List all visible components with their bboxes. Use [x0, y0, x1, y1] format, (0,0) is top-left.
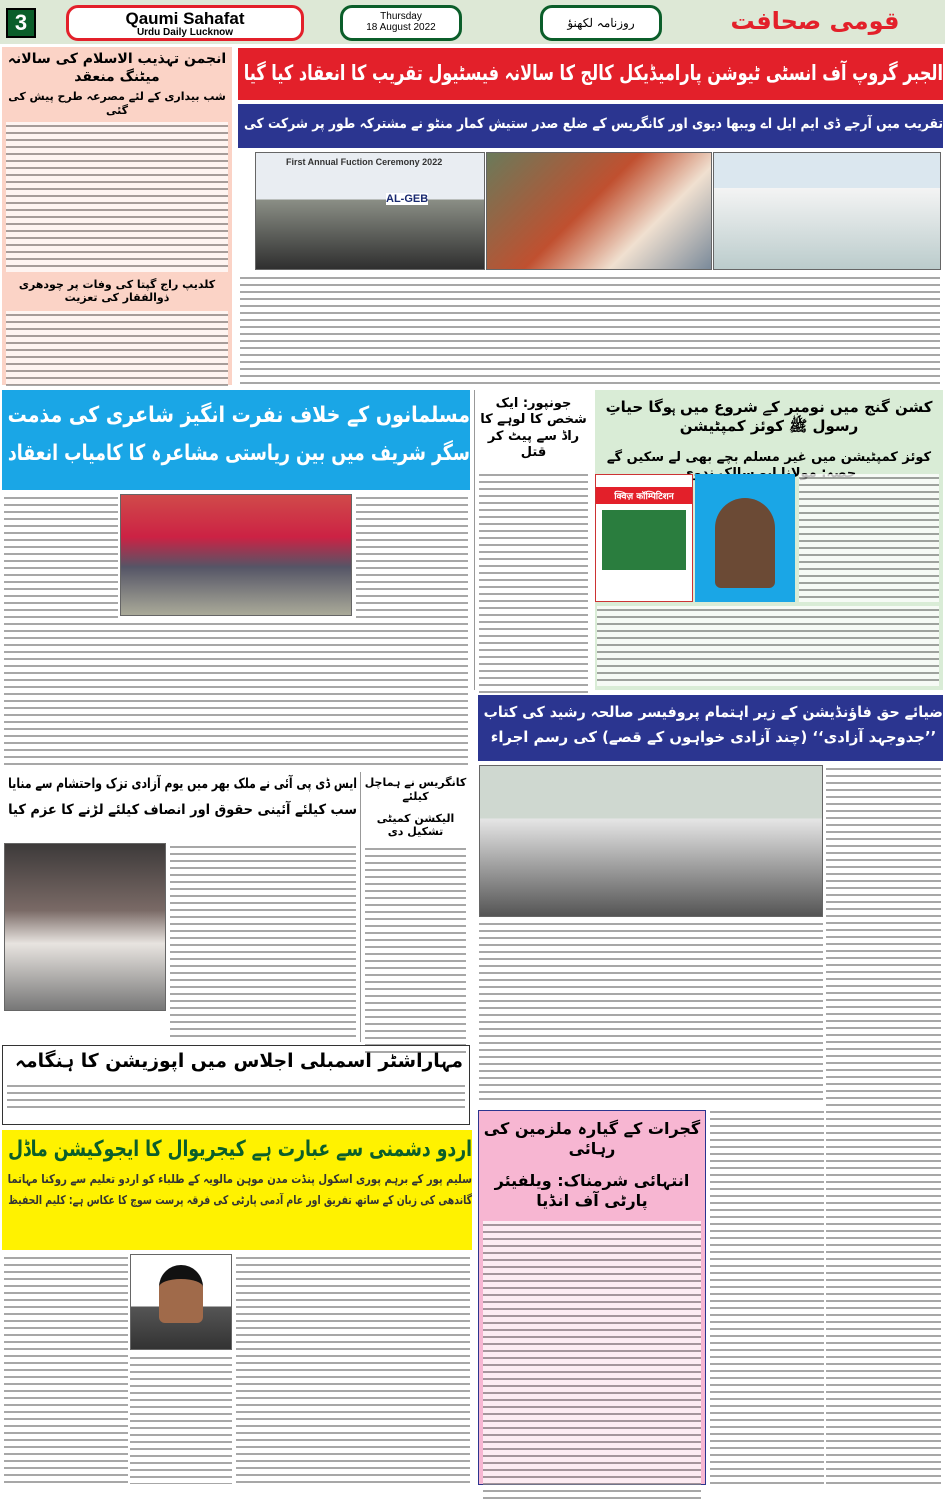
gujarat-story: [478, 1110, 706, 1485]
sub1: سلیم پور کے برہم پوری اسکول پنڈت مدن موہن مالویہ کے طلباء کو اردو تعلیم سے روکنا مہاتما: [7, 1171, 472, 1186]
body-text: [479, 471, 588, 696]
body-text: [130, 1354, 232, 1484]
masthead: [0, 0, 945, 44]
aljabar-banner: [238, 48, 943, 100]
roznama: روزنامہ لکھنؤ: [540, 5, 662, 41]
mushaira-banner: [2, 390, 470, 490]
date-box: [340, 5, 462, 41]
portrait-figure: [715, 498, 775, 588]
congress-story: [360, 772, 470, 1042]
headline2: سب کیلئے آئینی حقوق اور انصاف کیلئے لڑنے کا عزم کیا: [8, 801, 357, 818]
kuldeep-headline: کلدیپ راج گپتا کی وفات پر چودھری ذوالفقار کی تعزیت: [18, 277, 216, 305]
event-photo-1: [255, 152, 485, 270]
headline2: کوئز کمپٹیشن میں غیر مسلم بچے بھی لے سکیں گے: [606, 449, 932, 465]
subhead: شب بیداری کے لئے مصرعہ طرح پیش کی گئی: [8, 90, 226, 117]
photo-caption: First Annual Fuction Ceremony 2022: [286, 157, 443, 167]
mushaira-photo: [120, 494, 352, 616]
kaleem-portrait: [130, 1254, 232, 1350]
sdpi-photo: [4, 843, 166, 1011]
headline1: کشن گنج میں نومبر کے شروع میں ہوگا حیاتِ رسول ﷺ کوئز کمپٹیشن: [605, 398, 933, 435]
body-text: [356, 494, 468, 618]
body-text: [799, 474, 939, 602]
kejriwal-banner: [2, 1130, 472, 1250]
headline2: انتہائی شرمناک: ویلفیئر پارٹی آف انڈیا: [494, 1171, 690, 1210]
body-text: [479, 920, 823, 1105]
body-text: [6, 122, 228, 272]
body-text: [7, 1082, 465, 1110]
poster-title: क्विज़ कॉम्पिटिशन: [596, 487, 692, 504]
headline: اردو دشمنی سے عبارت ہے کیجریوال کا ایجوکیشن ماڈل: [8, 1137, 472, 1162]
body-text: [483, 1221, 701, 1501]
sub2: گاندھی کی زبان کے ساتھ تفریق اور عام آدمی پارٹی کی فرقہ پرست سوچ کا عکاس ہے: کلیم الحفیظ: [8, 1192, 472, 1207]
date: 18 August 2022: [366, 22, 436, 33]
headline1: گجرات کے گیارہ ملزمین کی رہائی: [483, 1119, 701, 1158]
body-text: [236, 1254, 470, 1484]
title-en: Qaumi Sahafat: [125, 9, 245, 28]
portrait-figure: [159, 1265, 203, 1323]
body-text: [365, 845, 466, 1055]
body-text: [826, 765, 941, 1485]
jaunpur-story: [474, 390, 592, 690]
quiz-poster: [595, 474, 693, 602]
aljabar-headline: الجبر گروپ آف انسٹی ٹیوشن پارامیڈیکل کالج کا سالانہ فیسٹیول تقریب کا انعقاد کیا گیا: [243, 61, 943, 85]
title-box: [66, 5, 304, 41]
event-photo-3: [713, 152, 941, 270]
headline: انجمن تہذیب الاسلام کی سالانہ میٹنگ منعقد: [7, 51, 227, 85]
aljabar-body-text: [240, 274, 940, 384]
headline2: الیکشن کمیٹی تشکیل دی: [376, 811, 455, 839]
title-ur: قومی صحافت: [730, 7, 900, 35]
headline2: سگر شریف میں بین ریاستی مشاعرہ کا کامیاب انعقاد: [7, 440, 470, 466]
sdpi-headline: [2, 772, 357, 840]
maulana-portrait: [695, 474, 795, 602]
day: Thursday: [380, 11, 422, 22]
subtitle-en: Urdu Daily Lucknow: [136, 27, 234, 38]
body-text: [4, 494, 118, 618]
aljabar-subhead-banner: [238, 104, 943, 148]
headline1: ایس ڈی پی آئی نے ملک بھر میں یوم آزادی تزک واحتشام سے منایا: [8, 776, 357, 792]
maharashtra-story: [2, 1045, 470, 1125]
body-text: [710, 1108, 824, 1485]
headline1: مسلمانوں کے خلاف نفرت انگیز شاعری کی مذمت: [7, 403, 470, 428]
headline1: کانگریس نے ہماچل کیلئے: [364, 776, 467, 803]
body-text: [597, 606, 939, 686]
ziaehaq-banner: [478, 695, 943, 761]
book-launch-photo: [479, 765, 823, 917]
mushaira-body-text: [4, 620, 468, 765]
headline: جونپور: ایک شخص کا لوہے کا راڈ سے پیٹ کر قتل: [480, 396, 587, 460]
aljabar-subhead: تقریب میں آرجے ڈی ایم ایل اے ویبھا دیوی اور کانگریس کے ضلع صدر ستیش کمار منٹو نے مشترکہ طور پر شرکت کی: [244, 116, 943, 132]
body-text: [4, 1254, 128, 1484]
page-number: 3: [6, 8, 36, 38]
event-photo-2: [486, 152, 712, 270]
poster-body: [602, 510, 686, 570]
headline1: ضیائے حق فاؤنڈیشن کے زیر اہتمام پروفیسر صالحہ رشید کی کتاب: [483, 703, 943, 721]
headline: مہاراشٹر اسمبلی اجلاس میں اپوزیشن کا ہنگامہ: [15, 1050, 463, 1072]
headline2: ’’جدوجہد آزادی‘‘ (چند آزادی خواہوں کے قصے) کی رسم اجراء: [490, 727, 937, 746]
kishanganj-story: [595, 390, 943, 690]
body-text: [170, 843, 356, 1041]
anjuman-story: [2, 47, 232, 385]
photo-logo: AL-GEB: [386, 193, 429, 205]
